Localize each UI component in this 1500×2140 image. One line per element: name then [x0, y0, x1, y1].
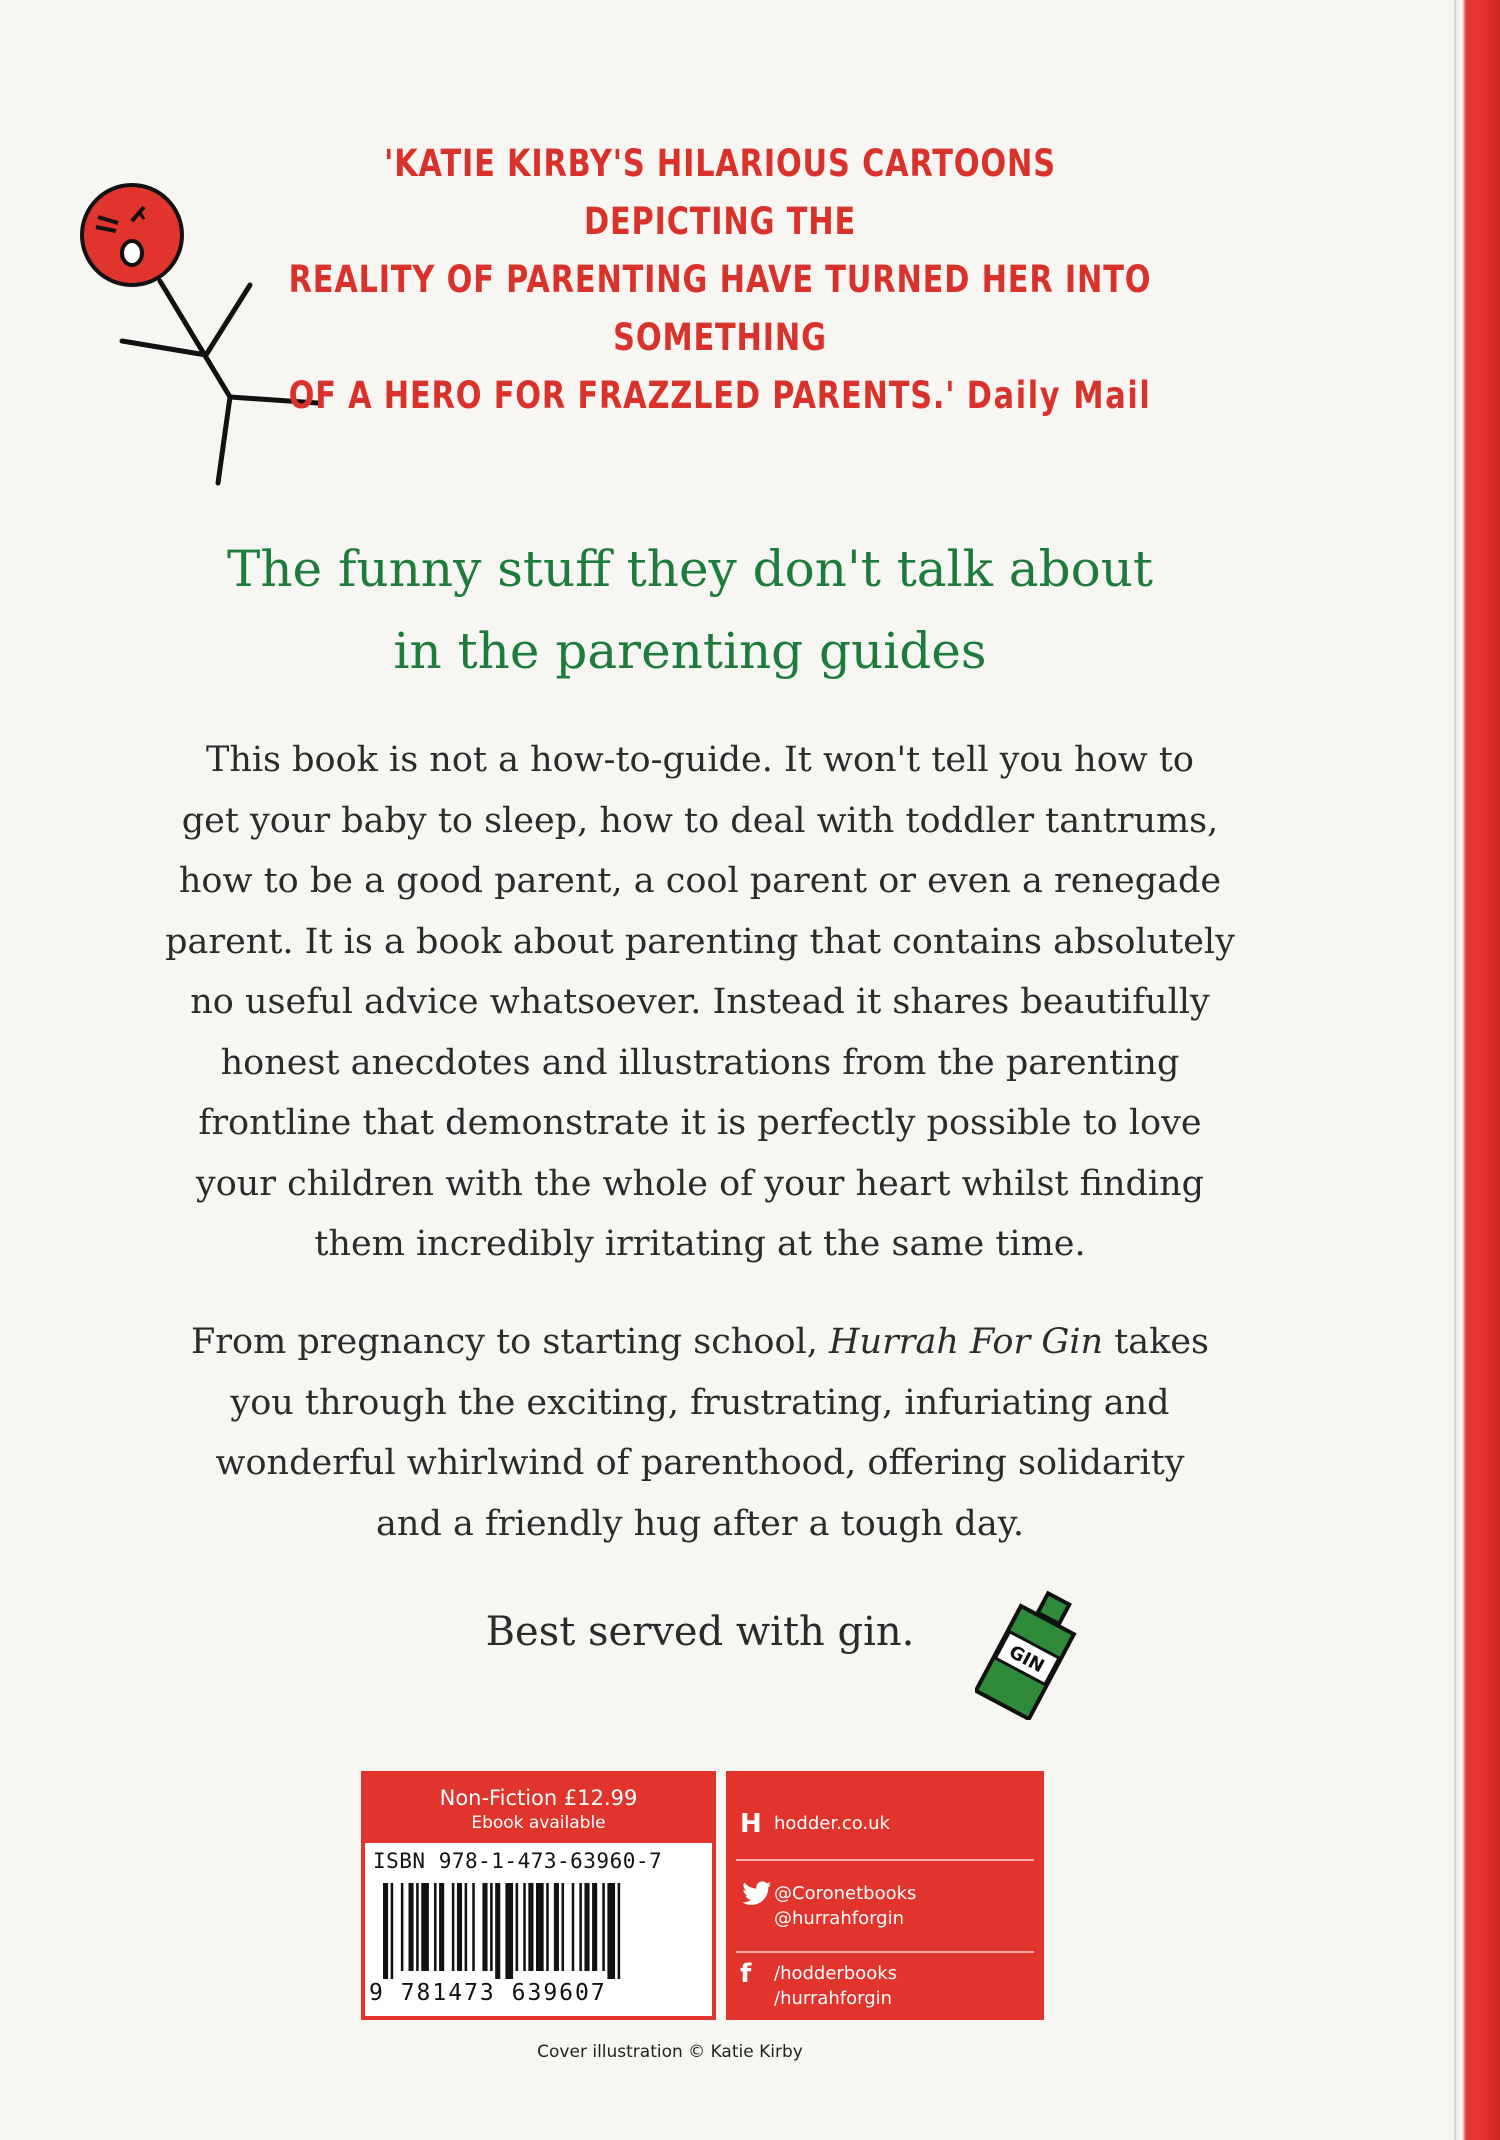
price-isbn-box [361, 1771, 716, 2020]
barcode-bar [452, 1883, 455, 1971]
barcode-digits: 9 781473 639607 [369, 1980, 607, 2006]
category-price: Non-Fiction £12.99 [439, 1786, 638, 1810]
barcode-bar [416, 1883, 419, 1971]
paragraph-line: how to be a good parent, a cool parent or even a renegade [178, 861, 1222, 901]
barcode-bar [618, 1883, 621, 1979]
quote-line-2: REALITY OF PARENTING HAVE TURNED HER INTO SOMETHING [288, 258, 1152, 359]
barcode-bar [439, 1883, 444, 1971]
description-paragraph-2 [110, 1312, 1290, 1554]
gin-label: GIN [1005, 1641, 1048, 1678]
facebook-pages[interactable] [774, 1961, 897, 2011]
barcode-bar [495, 1883, 500, 1979]
barcode-bar [572, 1883, 575, 1971]
twitter-icon [740, 1881, 774, 1907]
paragraph-line [110, 1312, 1290, 1373]
quote-line-3-text: OF A HERO FOR FRAZZLED PARENTS.' [288, 374, 956, 417]
headline-line-1: The funny stuff they don't talk about [226, 540, 1154, 598]
quote-line-3 [285, 367, 1154, 425]
barcode-bar [383, 1883, 388, 1979]
paragraph-line: you through the exciting, frustrating, infuriating and [230, 1382, 1170, 1423]
cover-credit: Cover illustration © Katie Kirby [537, 2042, 803, 2062]
barcode-bar [602, 1883, 605, 1971]
publisher-social-box [726, 1771, 1044, 2020]
barcode-bar [554, 1883, 559, 1971]
ebook-available: Ebook available [471, 1813, 606, 1833]
barcode-bar [546, 1883, 549, 1971]
paragraph-line: This book is not a how-to-guide. It won't tell you how to [205, 740, 1195, 780]
facebook-icon: f [740, 1959, 752, 1989]
divider [736, 1859, 1034, 1861]
barcode-bar [482, 1883, 487, 1971]
paragraph-2-post: takes [1103, 1322, 1210, 1362]
twitter-handle[interactable]: @hurrahforgin [774, 1908, 905, 1929]
twitter-handle[interactable]: @Coronetbooks [774, 1883, 917, 1904]
paragraph-line: wonderful whirlwind of parenthood, offering solidarity [215, 1443, 1185, 1483]
barcode-bar [391, 1883, 394, 1979]
divider [736, 1951, 1034, 1953]
headline [100, 528, 1280, 692]
paragraph-2-pre: From pregnancy to starting school, [190, 1322, 829, 1362]
price-header [365, 1775, 712, 1843]
review-quote [285, 135, 1154, 425]
quote-source: Daily Mail [966, 374, 1152, 417]
barcode-bar [607, 1883, 615, 1979]
twitter-handles[interactable] [774, 1881, 916, 1931]
tagline: Best served with gin. [485, 1609, 915, 1655]
website-row[interactable] [740, 1811, 890, 1837]
barcode-bar [562, 1883, 565, 1971]
barcode-bar [421, 1883, 429, 1971]
barcode-bar [523, 1883, 526, 1971]
facebook-row[interactable] [740, 1961, 897, 2011]
twitter-row[interactable] [740, 1881, 916, 1931]
facebook-page[interactable]: /hodderbooks [774, 1963, 898, 1984]
barcode-bar [528, 1883, 533, 1971]
barcode-bar [579, 1883, 582, 1971]
barcode [379, 1883, 699, 1979]
barcode-bar [516, 1883, 519, 1971]
paragraph-line: no useful advice whatsoever. Instead it shares beautifully [190, 982, 1210, 1022]
barcode-bar [584, 1883, 589, 1971]
barcode-bar [592, 1883, 597, 1971]
barcode-bar [505, 1883, 513, 1979]
barcode-bar [472, 1883, 475, 1971]
book-title: Hurrah For Gin [829, 1322, 1104, 1362]
gin-bottle-icon [975, 1590, 1085, 1720]
facebook-page[interactable]: /hurrahforgin [774, 1988, 893, 2009]
paragraph-line: and a friendly hug after a tough day. [376, 1503, 1024, 1544]
barcode-bar [457, 1883, 462, 1971]
book-spine [1456, 0, 1500, 2140]
barcode-bar [536, 1883, 544, 1971]
paragraph-line: your children with the whole of your heart whilst finding [195, 1163, 1205, 1204]
barcode-bar [409, 1883, 414, 1971]
paragraph-line: parent. It is a book about parenting that contains absolutely [165, 921, 1235, 962]
headline-line-2: in the parenting guides [393, 622, 987, 680]
hodder-logo-icon: H [740, 1809, 762, 1839]
website-link[interactable]: hodder.co.uk [774, 1813, 890, 1834]
paragraph-line: them incredibly irritating at the same time. [314, 1224, 1086, 1264]
paragraph-line: get your baby to sleep, how to deal with toddler tantrums, [181, 800, 1219, 841]
description-paragraph-1 [110, 730, 1290, 1275]
barcode-bar [401, 1883, 404, 1971]
paragraph-line: frontline that demonstrate it is perfectly possible to love [198, 1103, 1202, 1143]
isbn-number: ISBN 978-1-473-63960-7 [373, 1849, 663, 1873]
quote-line-1: 'KATIE KIRBY'S HILARIOUS CARTOONS DEPICTING THE [384, 142, 1056, 243]
barcode-bar [434, 1883, 437, 1971]
barcode-bar [465, 1883, 468, 1971]
barcode-bar [490, 1883, 493, 1971]
paragraph-line: honest anecdotes and illustrations from the parenting [220, 1042, 1180, 1083]
